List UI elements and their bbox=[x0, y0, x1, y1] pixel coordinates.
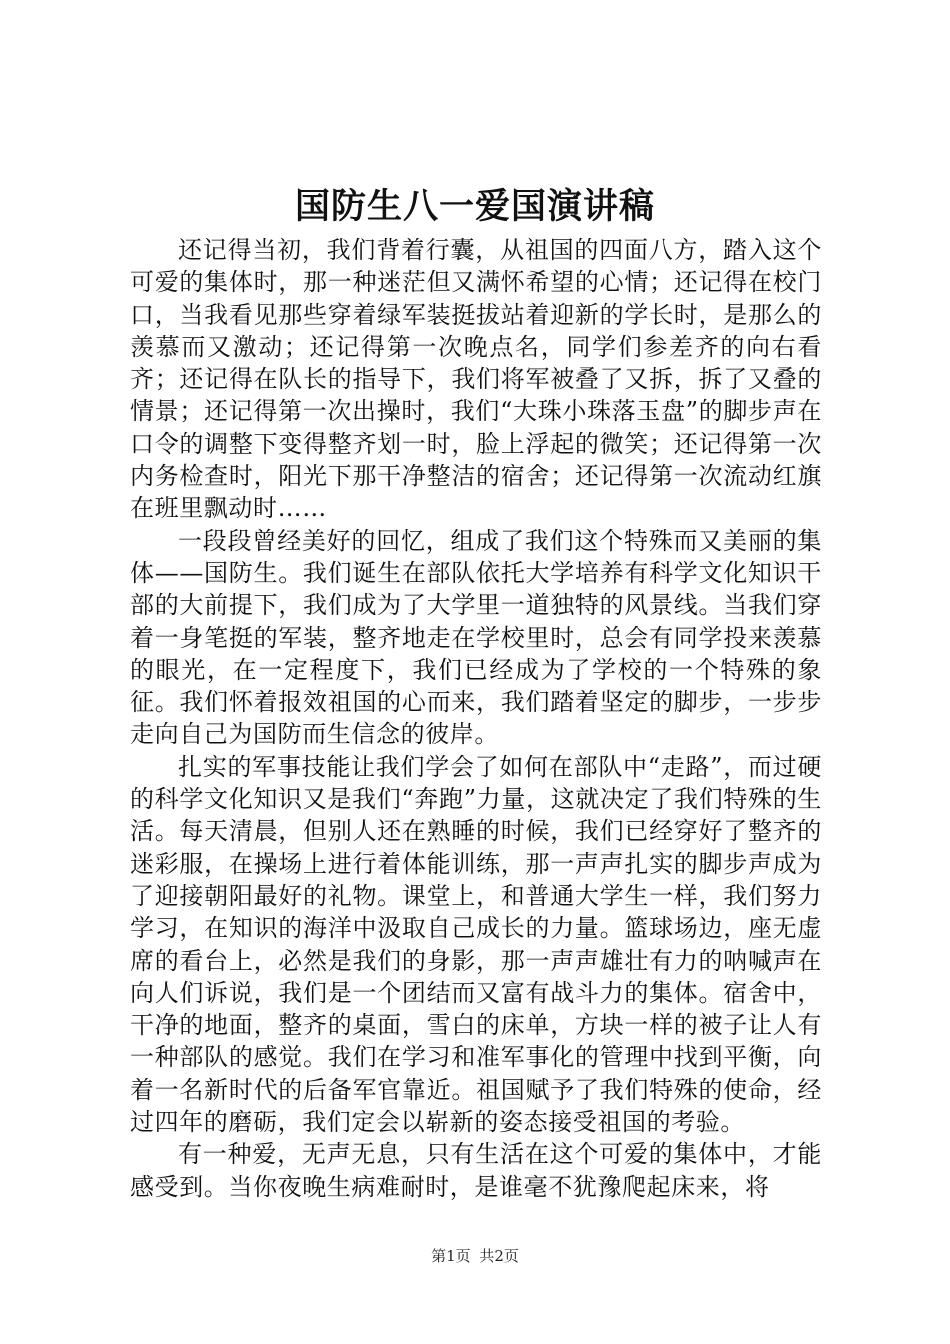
paragraph-4: 有一种爱，无声无息，只有生活在这个可爱的集体中，才能感受到。当你夜晚生病难耐时，是谁毫不犹豫爬起床来，将 bbox=[130, 1140, 822, 1201]
page-footer bbox=[0, 1246, 950, 1266]
document-body bbox=[130, 234, 822, 1203]
paragraph-1: 还记得当初，我们背着行囊，从祖国的四面八方，踏入这个可爱的集体时，那一种迷茫但又满怀希望的心情；还记得在校门口，当我看见那些穿着绿军装挺拔站着迎新的学长时，是那么的羡慕而又激动；还记得第一次晚点名，同学们参差齐的向右看齐；还记得在队长的指导下，我们将军被叠了又拆，拆了又叠的情景；还记得第一次出操时，我们“大珠小珠落玉盘”的脚步声在口令的调整下变得整齐划一时，脸上浮起的微笑；还记得第一次内务检查时，阳光下那干净整洁的宿舍；还记得第一次流动红旗在班里飘动时…… bbox=[130, 236, 822, 523]
document-title: 国防生八一爱国演讲稿 bbox=[294, 186, 655, 227]
page-total: 共2页 bbox=[479, 1247, 519, 1265]
page-number: 第1页 bbox=[431, 1247, 471, 1265]
paragraph-2: 一段段曾经美好的回忆，组成了我们这个特殊而又美丽的集体——国防生。我们诞生在部队依托大学培养有科学文化知识干部的大前提下，我们成为了大学里一道独特的风景线。当我们穿着一身笔挺的军装，整齐地走在学校里时，总会有同学投来羡慕的眼光，在一定程度下，我们已经成为了学校的一个特殊的象征。我们怀着报效祖国的心而来，我们踏着坚定的脚步，一步步走向自己为国防而生信念的彼岸。 bbox=[130, 526, 822, 749]
paragraph-3: 扎实的军事技能让我们学会了如何在部队中“走路”，而过硬的科学文化知识又是我们“奔跑”力量，这就决定了我们特殊的生活。每天清晨，但别人还在熟睡的时候，我们已经穿好了整齐的迷彩服，在操场上进行着体能训练，那一声声扎实的脚步声成为了迎接朝阳最好的礼物。课堂上，和普通大学生一样，我们努力学习，在知识的海洋中汲取自己成长的力量。篮球场边，座无虚席的看台上，必然是我们的身影，那一声声雄壮有力的呐喊声在向人们诉说，我们是一个团结而又富有战斗力的集体。宿舍中，干净的地面，整齐的桌面，雪白的床单，方块一样的被子让人有一种部队的感觉。我们在学习和准军事化的管理中找到平衡，向着一名新时代的后备军官靠近。祖国赋予了我们特殊的使命，经过四年的磨砺，我们定会以崭新的姿态接受祖国的考验。 bbox=[130, 752, 822, 1137]
